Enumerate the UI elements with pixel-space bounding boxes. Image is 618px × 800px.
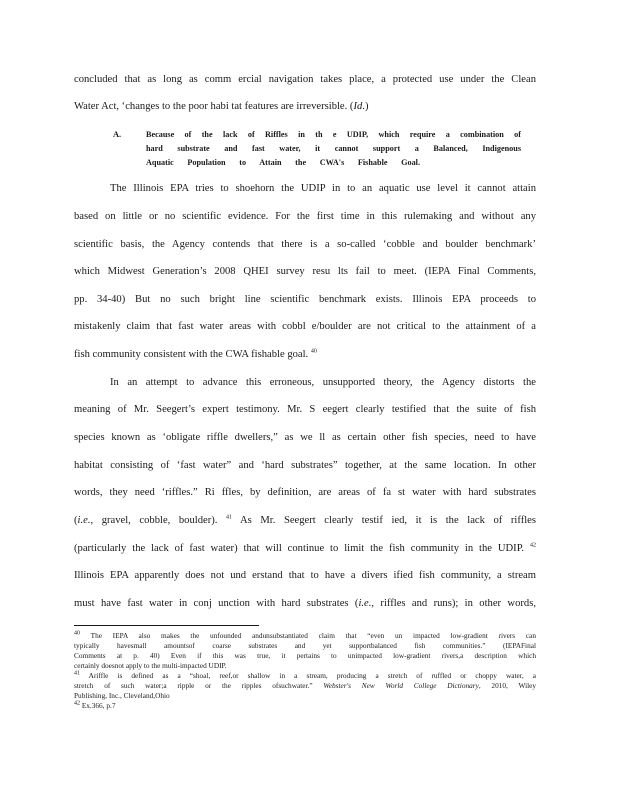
citation-tail: .) [362, 101, 369, 112]
body-text: must have fast water in conj unction with hard substrates ( [74, 598, 359, 609]
footnote-line: certainly doesnot apply to the multi-impacted UDIP. [74, 661, 227, 670]
footnote-divider [74, 625, 259, 626]
body-line: habitat consisting of ‘fast water” and ‘hard substrates” together, at the same location. In other [74, 460, 536, 471]
body-line: pp. 34-40) But no such bright line scientific benchmark exists. Illinois EPA proceeds to [74, 294, 536, 305]
body-line: which Midwest Generation’s 2008 QHEI survey resu lts fail to meet. (IEPA Final Comments, [74, 266, 536, 277]
body-text: , gravel, cobble, boulder). [90, 515, 218, 526]
section-marker: A. [113, 130, 122, 139]
body-line: Illinois EPA apparently does not und erstand that to have a divers ified fish community, a stream [74, 570, 536, 581]
body-line: In an attempt to advance this erroneous, unsupported theory, the Agency distorts the [110, 377, 536, 388]
footnote-line [74, 631, 536, 641]
body-text: , riffles and runs); in other words, [371, 598, 536, 609]
body-line [74, 514, 536, 528]
footnote-line [74, 671, 536, 681]
body-text: As Mr. Seegert clearly testif ied, it is the lack of riffles [232, 515, 536, 526]
footnote-line: Publishing, Inc., Cleveland,Ohio [74, 691, 170, 700]
body-line: concluded that as long as comm ercial navigation takes place, a protected use under the Clean [74, 74, 536, 85]
section-heading-line: Aquatic Population to Attain the CWA's Fishable Goal. [146, 158, 420, 167]
dictionary-title: Webster's New World College Dictionary [323, 681, 479, 690]
body-line: based on little or no scientific evidence. For the first time in this rulemaking and without any [74, 211, 536, 222]
body-line: words, they need ‘riffles.” Ri ffles, by definition, are areas of fa st water with hard substrates [74, 487, 536, 498]
body-text: (particularly the lack of fast water) that will continue to limit the fish community in the UDIP. [74, 543, 525, 554]
footnote-number: 40 [74, 630, 80, 637]
footnote-number: 41 [74, 670, 80, 677]
footnote-ref: 40 [310, 348, 317, 355]
section-heading-line: Because of the lack of Riffles in th e UDIP, which require a combination of [146, 130, 521, 139]
footnote-number: 42 [74, 700, 80, 707]
footnote-ref: 41 [226, 514, 233, 521]
footnote-line [74, 681, 536, 691]
footnote-line: Comments at p. 40) Even if this was true, it pertains to unimpacted low-gradient rivers,a description which [74, 651, 536, 660]
body-text: ( [74, 515, 78, 526]
footnote-text: stretch of such water;a ripple or the ripples ofsuchwater.” [74, 681, 313, 690]
footnote-ref: 42 [530, 542, 536, 549]
body-line [74, 597, 536, 611]
body-line: mistakenly claim that fast water areas with cobbl e/boulder are not critical to the attainment of a [74, 321, 536, 332]
body-line: scientific basis, the Agency contends that there is a so-called ‘cobble and boulder benchmark’ [74, 239, 536, 250]
body-text: Water Act, ‘changes to the poor habi tat features are irreversible. ( [74, 101, 354, 112]
body-line [74, 100, 536, 114]
citation-id: Id [353, 101, 363, 112]
body-line [74, 348, 536, 362]
footnote-text: , 2010, Wiley [478, 681, 537, 690]
ie-abbrev: i.e. [358, 598, 372, 609]
body-line: meaning of Mr. Seegert’s expert testimony. Mr. S eegert clearly testified that the suite of fish [74, 404, 536, 415]
body-line [74, 542, 536, 556]
footnote-line [74, 701, 536, 711]
footnote-text: Ariffle is defined as a “shoal, reef,or shallow in a stream, producing a stretch of ruffled or choppy water, a [88, 671, 536, 680]
ie-abbrev: i.e. [77, 515, 91, 526]
footnote-line: typically havesmall amountsof coarse substrates and yet supportbalanced fish communities.” (IEPAFinal [74, 641, 536, 650]
body-line: The Illinois EPA tries to shoehorn the UDIP in to an aquatic use level it cannot attain [110, 183, 536, 194]
footnote-text: Ex.366, p.7 [81, 701, 116, 710]
body-line: species known as ‘obligate riffle dwellers,” as we ll as certain other fish species, need to have [74, 432, 536, 443]
footnote-text: The IEPA also makes the unfounded andunsubstantiated claim that “even un impacted low-gradient rivers can [90, 631, 536, 640]
section-heading-line: hard substrate and fast water, it cannot support a Balanced, Indigenous [146, 144, 521, 153]
body-text: fish community consistent with the CWA fishable goal. [74, 349, 309, 360]
